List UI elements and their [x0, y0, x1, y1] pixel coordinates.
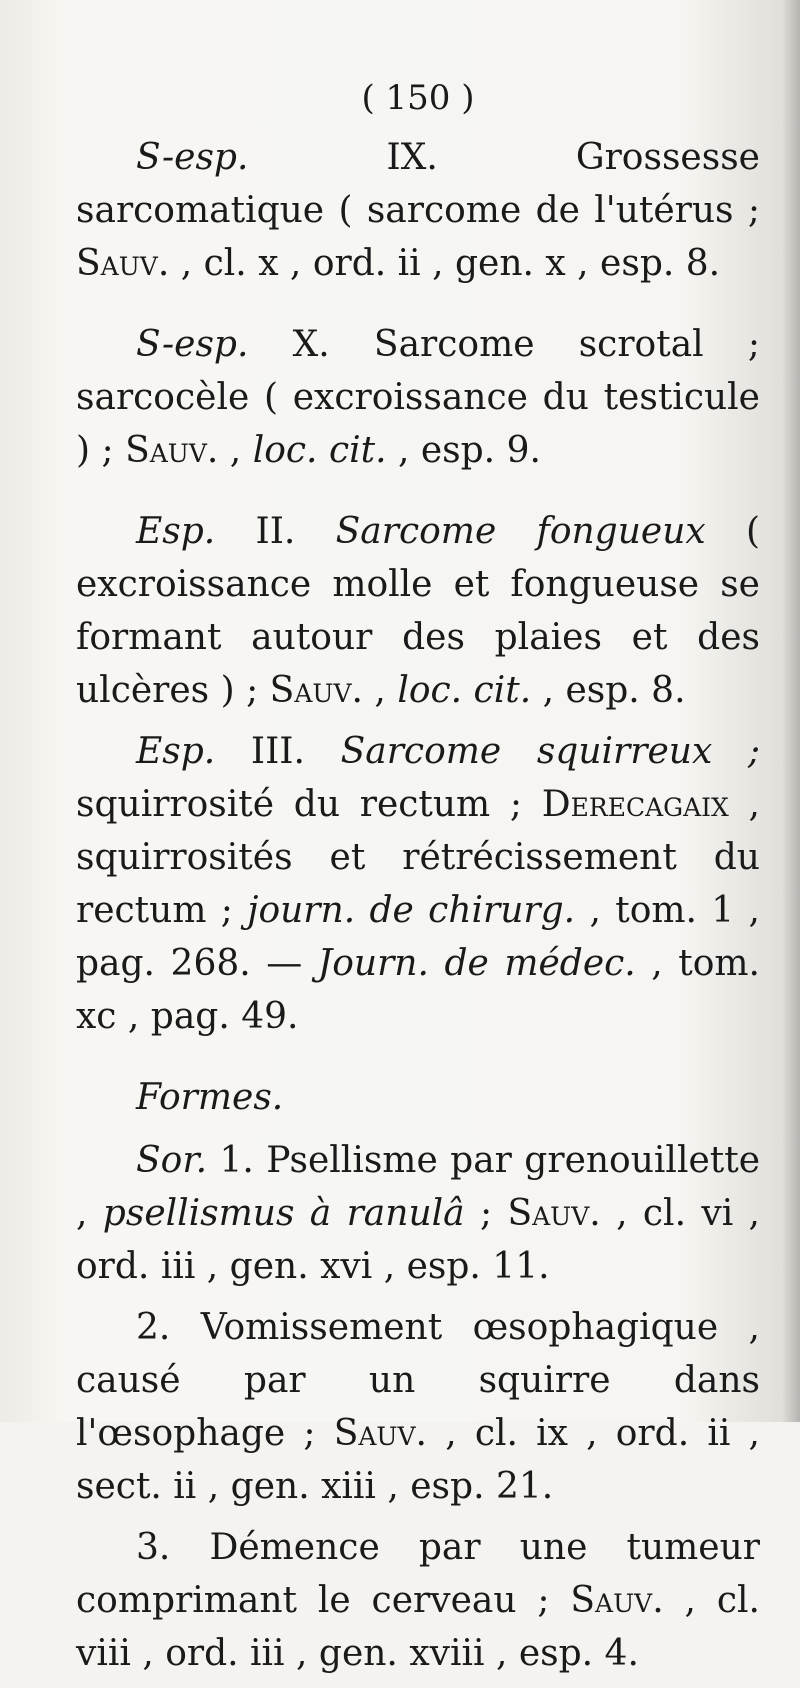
page-edge-shadow	[782, 0, 800, 1422]
section-heading-formes: Formes.	[136, 1077, 284, 1118]
page-number: ( 150 )	[361, 78, 475, 118]
paragraph-esp-iii: Esp. III. Sarcome squirreux ; squirrosité du rectum ; Derecagaix , squirrosités et rétrécissement du rectum ; journ. de chirurg. , tom. 1 , pag. 268. — Journ. de médec. , tom. xc , pag. 49.	[76, 731, 761, 1037]
paragraph-s-esp-x: S-esp. X. Sarcome scrotal ; sarcocèle ( excroissance du testicule ) ; Sauv. , loc. cit. , esp. 9.	[76, 324, 760, 471]
page-content	[76, 72, 760, 1688]
paragraph-esp-ii: Esp. II. Sarcome fongueux ( excroissance molle et fongueuse se formant autour des plaies et des ulcères ) ; Sauv. , loc. cit. , esp. 8.	[76, 511, 760, 711]
form-item-2: 2. Vomissement œsophagique , causé par un squirre dans l'œsophage ; Sauv. , cl. ix , ord. ii , sect. ii , gen. xiii , esp. 21.	[76, 1307, 760, 1507]
paragraph-s-esp-ix: S-esp. IX. Grossesse sarcomatique ( sarcome de l'utérus ; Sauv. , cl. x , ord. ii , gen. x , esp. 8.	[76, 137, 760, 284]
form-item-3: 3. Démence par une tumeur comprimant le cerveau ; Sauv. , cl. viii , ord. iii , gen. xviii , esp. 4.	[76, 1527, 760, 1674]
form-item-1: Sor. 1. Psellisme par grenouillette , psellismus à ranulâ ; Sauv. , cl. vi , ord. iii , gen. xvi , esp. 11.	[76, 1140, 760, 1287]
